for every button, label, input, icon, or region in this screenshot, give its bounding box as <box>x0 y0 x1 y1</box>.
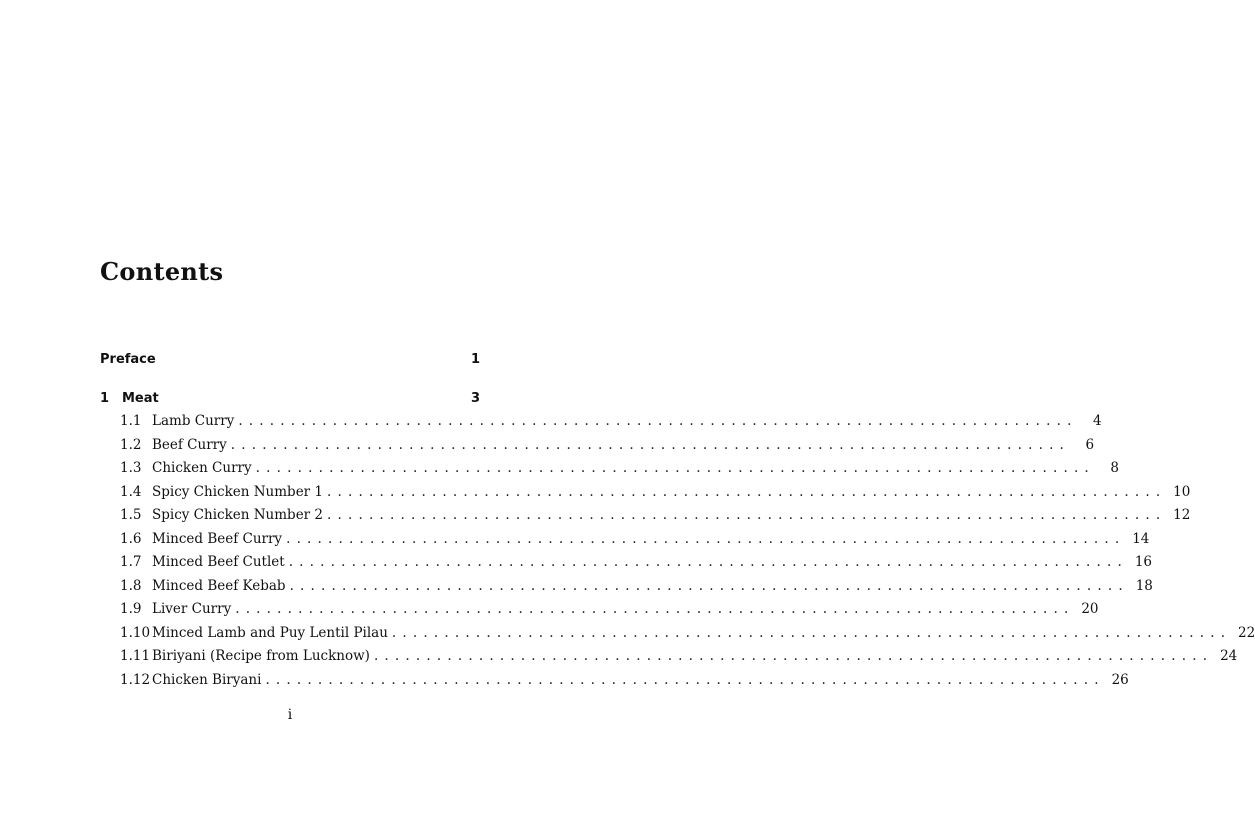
toc-dot-leader: ................................................................................ <box>235 601 1075 617</box>
toc-dot-leader: ................................................................................ <box>230 436 1071 453</box>
toc-page-number: 10 <box>1173 483 1191 500</box>
toc-entry-title: Chicken Curry <box>152 460 252 476</box>
toc-section-number: 1.9 <box>120 601 142 617</box>
toc-section-number: 1.4 <box>120 483 142 500</box>
toc-entry-section[interactable] <box>100 551 1152 575</box>
toc-entry-title: Biriyani (Recipe from Lucknow) <box>152 648 370 664</box>
toc-page-number: 8 <box>1110 460 1119 476</box>
toc-entry-preface[interactable] <box>100 348 480 372</box>
toc-section-number: 1.5 <box>120 507 142 523</box>
toc-entry-section[interactable] <box>100 575 1153 599</box>
toc-entry-section[interactable] <box>100 598 1099 622</box>
toc-entry-title: Minced Beef Cutlet <box>152 554 285 570</box>
toc-entry-title: Lamb Curry <box>152 413 235 429</box>
toc-section-number: 1.10 <box>120 624 151 641</box>
toc-section-number: 1.7 <box>120 554 142 570</box>
toc-page-number: 1 <box>470 352 480 367</box>
toc-page-number: 6 <box>1085 436 1095 453</box>
toc-page-number: 22 <box>1238 624 1255 641</box>
toc-entry-title: Beef Curry <box>152 436 227 453</box>
toc-section-number: 1.3 <box>120 460 142 476</box>
toc-section-number: 1.2 <box>120 436 142 453</box>
toc-entry-title: Meat <box>122 390 159 406</box>
contents-heading: Contents <box>100 257 224 286</box>
toc-chapter-number: 1 <box>100 390 110 406</box>
toc-section-number: 1.12 <box>120 671 151 688</box>
toc-page-number: 3 <box>470 390 480 406</box>
toc-page-number: 20 <box>1081 601 1099 617</box>
toc-page-number: 14 <box>1132 530 1150 547</box>
toc-entry-section[interactable] <box>100 622 1255 646</box>
toc-entry-chapter[interactable] <box>100 387 480 411</box>
toc-entry-section[interactable] <box>100 410 1102 434</box>
toc-dot-leader: ................................................................................ <box>373 648 1214 664</box>
toc-section-number: 1.8 <box>120 577 142 594</box>
toc-page-number: 26 <box>1111 671 1129 688</box>
toc-dot-leader: ................................................................................ <box>289 577 1129 594</box>
toc-entry-section[interactable] <box>100 528 1150 552</box>
toc-entry-title: Minced Beef Curry <box>152 530 283 547</box>
page-folio: i <box>287 707 293 723</box>
toc-dot-leader: ................................................................................ <box>327 483 1167 500</box>
toc-entry-title: Preface <box>100 352 156 367</box>
toc-dot-leader: ................................................................................ <box>255 460 1095 476</box>
toc-page-number: 18 <box>1135 577 1153 594</box>
toc-entry-section[interactable] <box>100 504 1191 528</box>
toc-dot-leader: ................................................................................ <box>327 507 1167 523</box>
toc-entry-section[interactable] <box>100 457 1119 481</box>
table-of-contents <box>100 348 1255 692</box>
toc-entry-section[interactable] <box>100 434 1095 458</box>
toc-entry-title: Chicken Biryani <box>152 671 262 688</box>
toc-dot-leader: ................................................................................ <box>265 671 1105 688</box>
toc-dot-leader: ................................................................................ <box>288 554 1128 570</box>
toc-entry-section[interactable] <box>100 481 1191 505</box>
toc-dot-leader: ................................................................................ <box>391 624 1232 641</box>
toc-section-number: 1.1 <box>120 413 142 429</box>
toc-entry-title: Minced Beef Kebab <box>152 577 286 594</box>
toc-page-number: 24 <box>1220 648 1238 664</box>
toc-entry-title: Spicy Chicken Number 1 <box>152 483 324 500</box>
toc-section-number: 1.6 <box>120 530 142 547</box>
toc-dot-leader: ................................................................................ <box>238 413 1078 429</box>
toc-page-number: 12 <box>1173 507 1191 523</box>
toc-entry-title: Spicy Chicken Number 2 <box>152 507 324 523</box>
toc-section-list <box>100 410 1255 692</box>
toc-page-number: 4 <box>1093 413 1102 429</box>
toc-entry-title: Liver Curry <box>152 601 232 617</box>
toc-page-number: 16 <box>1134 554 1152 570</box>
toc-entry-section[interactable] <box>100 669 1129 693</box>
toc-entry-section[interactable] <box>100 645 1238 669</box>
toc-entry-title: Minced Lamb and Puy Lentil Pilau <box>152 624 388 641</box>
toc-section-number: 1.11 <box>120 648 151 664</box>
toc-dot-leader: ................................................................................ <box>286 530 1126 547</box>
